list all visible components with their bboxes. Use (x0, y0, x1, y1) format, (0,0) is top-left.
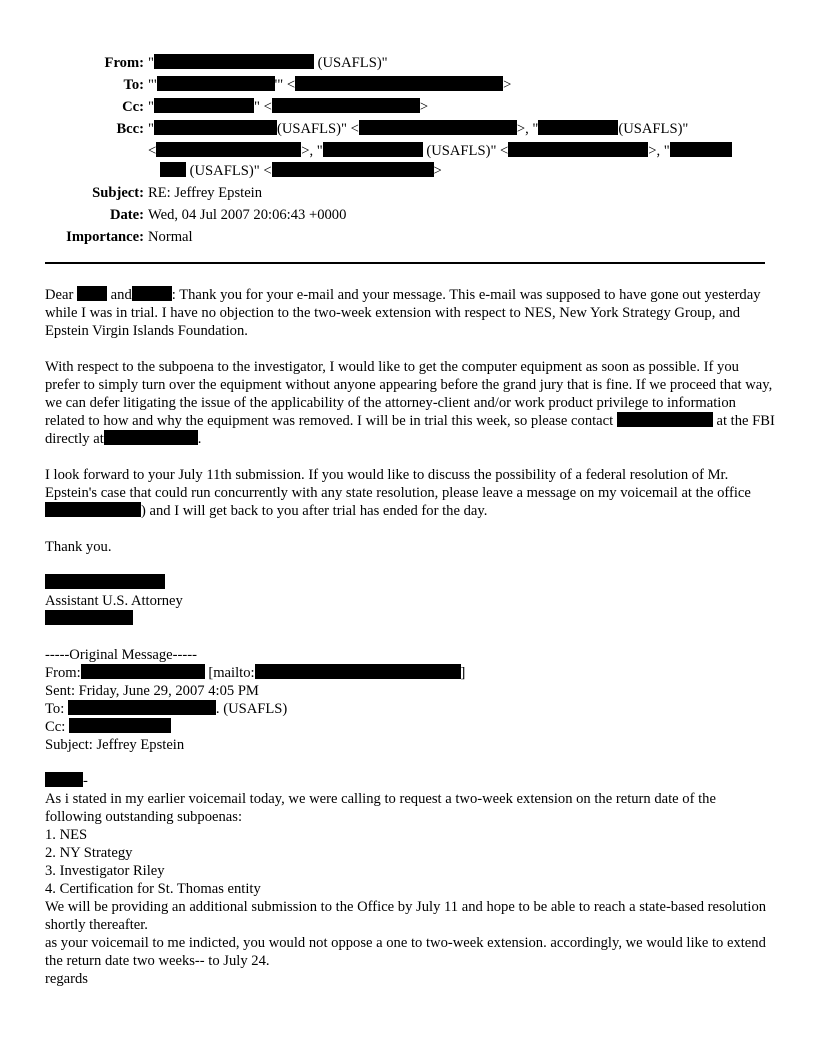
redaction (77, 286, 107, 301)
redaction (68, 700, 216, 715)
orig-sent: Sent: Friday, June 29, 2007 4:05 PM (45, 683, 259, 699)
importance-label: Importance: (66, 229, 144, 245)
orig-cc: Cc: (45, 718, 775, 736)
redaction (45, 772, 83, 787)
orig-greeting: - (45, 772, 775, 790)
from-label: From: (104, 55, 144, 71)
to-quote: "' (148, 77, 157, 93)
header-importance (0, 228, 816, 250)
original-message (45, 646, 775, 754)
redaction (81, 664, 205, 679)
orig-regards: regards (45, 971, 88, 987)
cc-end: > (419, 99, 429, 115)
redaction (272, 98, 420, 113)
date-label: Date: (109, 207, 144, 223)
redaction (508, 142, 648, 157)
redaction (132, 286, 172, 301)
redaction (45, 502, 141, 517)
redaction (154, 54, 314, 69)
email-header (0, 54, 816, 250)
from-quote: " (148, 55, 154, 71)
cc-mid: " < (253, 99, 272, 115)
bcc-label: Bcc: (116, 121, 144, 137)
redaction (255, 664, 461, 679)
subject-label: Subject: (92, 185, 144, 201)
redaction (154, 98, 254, 113)
redaction (104, 430, 198, 445)
paragraph-1: Dear and : Thank you for your e-mail and your message. This e-mail was supposed to have gone out yesterday while I was in trial. I have no objection to the two-week extension with respect to NES, New York Strategy Group, and Epstein Virgin Islands Foundation. (45, 287, 761, 339)
orig-from: From: [mailto: ] (45, 665, 466, 681)
orig-para-3: as your voicemail to me indicted, you would not oppose a one to two-week extension. accordingly, we would like to extend the return date two weeks-- to July 24. (45, 935, 766, 969)
list-item: 1. NES (45, 827, 88, 843)
redaction (295, 76, 503, 91)
redaction (157, 76, 275, 91)
header-subject (0, 184, 816, 206)
redaction (156, 142, 301, 157)
subpoena-list (45, 826, 775, 898)
header-to (0, 76, 816, 98)
to-end: > (503, 77, 512, 93)
orig-marker: -----Original Message----- (45, 647, 197, 663)
subject-value: RE: Jeffrey Epstein (148, 185, 263, 201)
redaction (617, 412, 713, 427)
list-item: 2. NY Strategy (45, 845, 133, 861)
paragraph-3: I look forward to your July 11th submission. If you would like to discuss the possibility of a federal resolution of Mr. Epstein's case that could run concurrently with any state resolution, please leave a message on my voicemail at the office ) and I will get back to you after trial has ended for the day. (45, 467, 751, 519)
thanks-line: Thank you. (45, 539, 112, 555)
header-date (0, 206, 816, 228)
to-label: To: (123, 77, 144, 93)
redaction (670, 142, 732, 157)
header-bcc-line2: < >, " (USAFLS)" < >, " (0, 142, 816, 162)
redaction (538, 120, 618, 135)
cc-label: Cc: (122, 99, 144, 115)
redaction (45, 574, 165, 589)
redaction (160, 162, 186, 177)
redaction (323, 142, 423, 157)
orig-para-1: As i stated in my earlier voicemail today, we were calling to request a two-week extension on the return date of the following outstanding subpoenas: (45, 791, 716, 825)
to-mid: '" < (274, 77, 296, 93)
header-from (0, 54, 816, 76)
orig-subject: Subject: Jeffrey Epstein (45, 737, 185, 753)
redaction (45, 610, 133, 625)
header-divider (45, 262, 765, 264)
orig-para-2: We will be providing an additional submission to the Office by July 11 and hope to be able to reach a state-based resolution shortly thereafter. (45, 899, 767, 933)
orig-to: To: . (USAFLS) (45, 701, 288, 717)
list-item: 4. Certification for St. Thomas entity (45, 881, 261, 897)
header-cc (0, 98, 816, 120)
list-item: 3. Investigator Riley (45, 863, 165, 879)
from-suffix: (USAFLS)" (313, 55, 388, 71)
redaction (359, 120, 517, 135)
header-bcc: Bcc: " (USAFLS)" < >, " (USAFLS)" (116, 121, 689, 137)
date-value: Wed, 04 Jul 2007 20:06:43 +0000 (148, 207, 347, 223)
header-bcc-line3: (USAFLS)" < > (0, 162, 816, 184)
redaction (272, 162, 434, 177)
paragraph-2: With respect to the subpoena to the investigator, I would like to get the computer equipment as soon as possible. If you prefer to simply turn over the equipment without anyone appearing before the grand jury that is fine. If we proceed that way, we can defer litigating the issue of the applicability of the attorney-client and/or work product privilege to information related to how and why the equipment was removed. I will be in trial this week, so please contact at the FBI directly at . (45, 359, 775, 447)
redaction (69, 718, 171, 733)
importance-value: Normal (148, 229, 193, 245)
redaction (154, 120, 277, 135)
sig-title: Assistant U.S. Attorney (45, 593, 183, 609)
email-body (45, 286, 775, 988)
cc-quote: " (148, 99, 154, 115)
signature (45, 574, 775, 628)
